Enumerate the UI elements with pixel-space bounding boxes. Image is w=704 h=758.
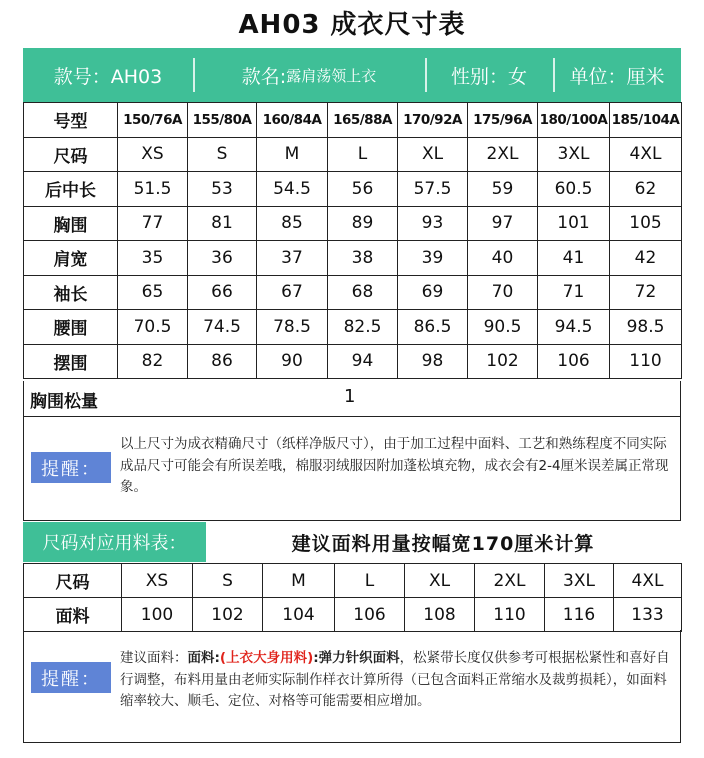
table-cell: 85	[257, 206, 328, 241]
table-row	[24, 275, 682, 310]
table-cell: S	[193, 564, 263, 598]
table-cell: 185/104A	[610, 103, 682, 138]
table-cell: 116	[545, 598, 614, 632]
table-cell: 90	[257, 344, 328, 379]
table-cell: XS	[122, 564, 193, 598]
table-cell: 98.5	[610, 310, 682, 345]
table-cell: 82	[118, 344, 188, 379]
table-cell: 4XL	[614, 564, 682, 598]
table-cell: 90.5	[468, 310, 538, 345]
table-cell: 94.5	[538, 310, 610, 345]
table-cell: 108	[405, 598, 475, 632]
table-cell: 2XL	[475, 564, 545, 598]
table-cell: 150/76A	[118, 103, 188, 138]
table-cell: 42	[610, 241, 682, 276]
fabric-note-text	[120, 648, 672, 713]
table-cell: 101	[538, 206, 610, 241]
chest-ease-value: 1	[344, 386, 356, 407]
table-row	[24, 344, 682, 379]
table-cell: 82.5	[328, 310, 398, 345]
table-cell: 155/80A	[188, 103, 257, 138]
unit: 单位：厘米	[553, 48, 681, 102]
table-row	[24, 241, 682, 276]
table-row	[24, 172, 682, 207]
style-number: 款号：AH03	[53, 65, 163, 88]
table-cell: 102	[468, 344, 538, 379]
row-label: 摆围	[24, 344, 118, 379]
table-cell: S	[188, 137, 257, 172]
row-label: 尺码	[24, 137, 118, 172]
fabric-type: :弹力针织面料	[313, 650, 400, 666]
table-row	[24, 206, 682, 241]
size-note	[23, 416, 681, 521]
table-cell: 106	[335, 598, 405, 632]
table-cell: 3XL	[538, 137, 610, 172]
fabric-note	[23, 630, 681, 743]
fabric-calc-heading: 建议面料用量按幅宽170厘米计算	[291, 532, 595, 555]
table-cell: 66	[188, 275, 257, 310]
table-cell: 3XL	[545, 564, 614, 598]
table-row	[24, 598, 682, 632]
table-cell: 170/92A	[398, 103, 468, 138]
style-name-label: 款名:	[241, 65, 287, 88]
table-cell: 38	[328, 241, 398, 276]
row-label: 面料	[24, 598, 122, 632]
chest-ease-row	[23, 381, 681, 417]
table-cell: 94	[328, 344, 398, 379]
table-cell: 102	[193, 598, 263, 632]
table-cell: 65	[118, 275, 188, 310]
fabric-note-prefix: 建议面料：	[120, 650, 188, 666]
row-label: 尺码	[24, 564, 122, 598]
reminder-badge: 提醒：	[31, 452, 111, 483]
table-cell: XL	[398, 137, 468, 172]
row-label: 胸围	[24, 206, 118, 241]
table-cell: 105	[610, 206, 682, 241]
table-row	[24, 137, 682, 172]
row-label: 肩宽	[24, 241, 118, 276]
table-cell: 60.5	[538, 172, 610, 207]
chest-ease-label: 胸围松量	[30, 392, 98, 412]
size-table	[23, 102, 682, 379]
table-cell: 35	[118, 241, 188, 276]
table-cell: 69	[398, 275, 468, 310]
row-label: 腰围	[24, 310, 118, 345]
table-cell: 106	[538, 344, 610, 379]
table-cell: 180/100A	[538, 103, 610, 138]
style-name-value: 露肩荡领上衣	[286, 66, 377, 85]
row-label: 后中长	[24, 172, 118, 207]
table-cell: 74.5	[188, 310, 257, 345]
table-cell: 72	[610, 275, 682, 310]
table-cell: 4XL	[610, 137, 682, 172]
table-cell: 93	[398, 206, 468, 241]
table-cell: 98	[398, 344, 468, 379]
fabric-table	[23, 563, 682, 632]
fabric-table-label: 尺码对应用料表：	[23, 522, 206, 562]
reminder-badge: 提醒：	[31, 662, 111, 693]
table-cell: 39	[398, 241, 468, 276]
table-row	[24, 103, 682, 138]
table-cell: 110	[475, 598, 545, 632]
table-cell: 81	[188, 206, 257, 241]
table-cell: 77	[118, 206, 188, 241]
table-row	[24, 564, 682, 598]
table-cell: 89	[328, 206, 398, 241]
table-cell: 62	[610, 172, 682, 207]
table-cell: 104	[263, 598, 335, 632]
fabric-note-body: ，松紧带长度仅供参考可根据松紧性和喜好自行调整，布料用量由老师实际制作样衣计算所得（已包含面料正常缩水及裁剪损耗），如面料缩率较大、顺毛、定位、对格等可能需要相应增加。	[120, 650, 670, 709]
table-cell: 68	[328, 275, 398, 310]
table-cell: 71	[538, 275, 610, 310]
table-cell: 133	[614, 598, 682, 632]
table-cell: XL	[405, 564, 475, 598]
product-info-bar	[23, 48, 681, 102]
size-note-text: 以上尺寸为成衣精确尺寸（纸样净版尺寸），由于加工过程中面料、工艺和熟练程度不同实际成品尺寸可能会有所误差哦，棉服羽绒服因附加蓬松填充物，成衣会有2-4厘米误差属正常现象。	[120, 436, 669, 495]
table-cell: 78.5	[257, 310, 328, 345]
table-cell: 97	[468, 206, 538, 241]
table-cell: 41	[538, 241, 610, 276]
table-cell: 165/88A	[328, 103, 398, 138]
table-cell: 100	[122, 598, 193, 632]
table-cell: 86	[188, 344, 257, 379]
page-title: AH03 成衣尺寸表	[238, 10, 466, 40]
table-cell: 67	[257, 275, 328, 310]
table-cell: 54.5	[257, 172, 328, 207]
table-cell: 2XL	[468, 137, 538, 172]
table-cell: 57.5	[398, 172, 468, 207]
table-cell: 40	[468, 241, 538, 276]
table-cell: 175/96A	[468, 103, 538, 138]
gender: 性别：女	[425, 48, 553, 102]
table-cell: 160/84A	[257, 103, 328, 138]
table-cell: 37	[257, 241, 328, 276]
table-cell: 86.5	[398, 310, 468, 345]
table-cell: 70	[468, 275, 538, 310]
table-cell: 51.5	[118, 172, 188, 207]
table-cell: 70.5	[118, 310, 188, 345]
table-cell: 110	[610, 344, 682, 379]
row-label: 袖长	[24, 275, 118, 310]
row-label: 号型	[24, 103, 118, 138]
fabric-label: 面料:	[187, 650, 220, 666]
table-cell: XS	[118, 137, 188, 172]
style-name	[193, 48, 425, 102]
fabric-highlight: (上衣大身用料)	[219, 650, 314, 666]
table-cell: M	[263, 564, 335, 598]
table-cell: L	[335, 564, 405, 598]
table-cell: 59	[468, 172, 538, 207]
table-cell: L	[328, 137, 398, 172]
table-row	[24, 310, 682, 345]
table-cell: 56	[328, 172, 398, 207]
table-cell: 53	[188, 172, 257, 207]
table-cell: 36	[188, 241, 257, 276]
table-cell: M	[257, 137, 328, 172]
